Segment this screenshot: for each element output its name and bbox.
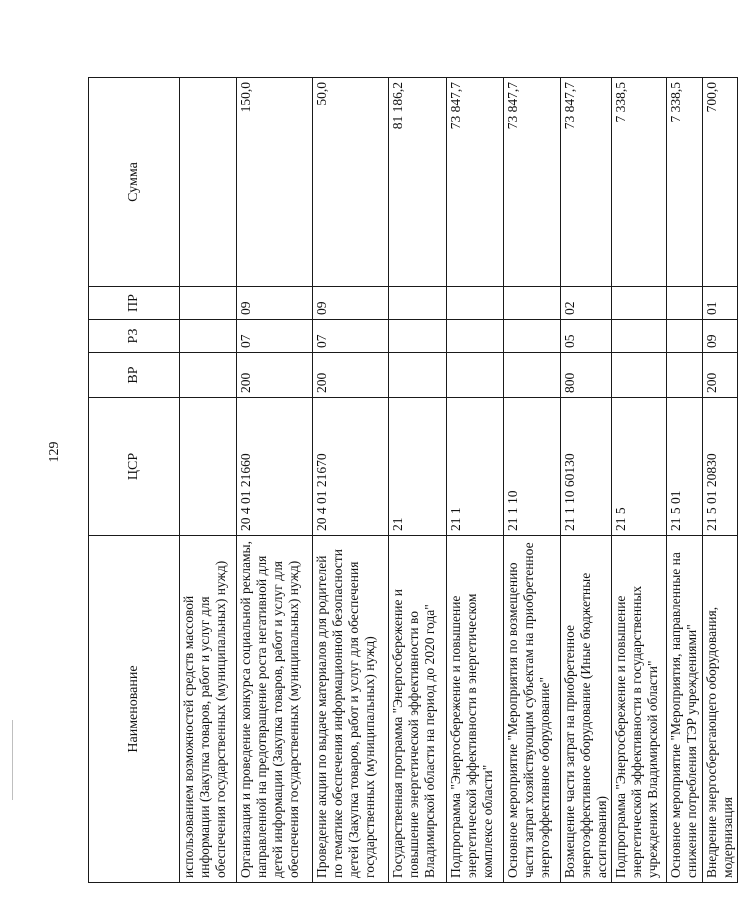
- table-row: [504, 78, 561, 883]
- row-sum: 73 847,7: [504, 78, 561, 287]
- row-csr: 21 5: [612, 398, 667, 536]
- row-name: Подпрограмма "Энергосбережение и повышение энергетической эффективности в государственных учреждениях Владимирской области": [612, 536, 667, 883]
- row-name: Подпрограмма "Энергосбережение и повышение энергетической эффективности в энергетическом комплексе области": [447, 536, 504, 883]
- row-name: использованием возможностей средств массовой информации (Закупка товаров, работ и услуг для обеспечения государственных (муниципальных) нужд): [180, 536, 237, 883]
- row-pr: 09: [313, 287, 389, 320]
- row-rz: [389, 320, 447, 353]
- row-csr: [180, 398, 237, 536]
- row-vr: [180, 353, 237, 398]
- row-name: Возмещение части затрат на приобретенное энергоэффективное оборудование (Иные бюджетные ассигнования): [561, 536, 612, 883]
- row-vr: 200: [313, 353, 389, 398]
- header-sum: Сумма: [89, 78, 180, 287]
- row-csr: 21 5 01 20830: [703, 398, 738, 536]
- row-pr: [447, 287, 504, 320]
- row-pr: 02: [561, 287, 612, 320]
- row-sum: 700,0: [703, 78, 738, 287]
- row-name: Внедрение энергосберегающего оборудования, модернизация: [703, 536, 738, 883]
- row-sum: 50,0: [313, 78, 389, 287]
- row-rz: [447, 320, 504, 353]
- row-rz: [504, 320, 561, 353]
- row-vr: 200: [703, 353, 738, 398]
- row-csr: 20 4 01 21660: [237, 398, 313, 536]
- row-csr: 21: [389, 398, 447, 536]
- row-pr: [667, 287, 703, 320]
- row-rz: 07: [313, 320, 389, 353]
- row-csr: 21 1 10 60130: [561, 398, 612, 536]
- row-sum: 73 847,7: [561, 78, 612, 287]
- table-row: [561, 78, 612, 883]
- row-sum: 73 847,7: [447, 78, 504, 287]
- row-rz: 05: [561, 320, 612, 353]
- row-vr: 200: [237, 353, 313, 398]
- table-row: [389, 78, 447, 883]
- row-rz: [180, 320, 237, 353]
- table-row: [703, 78, 738, 883]
- header-vr: ВР: [89, 353, 180, 398]
- row-name: Основное мероприятие "Мероприятия, направленные на снижение потребления ТЭР учреждениями": [667, 536, 703, 883]
- row-csr: 20 4 01 21670: [313, 398, 389, 536]
- row-sum: 7 338,5: [612, 78, 667, 287]
- row-name: Организация и проведение конкурса социальной рекламы, направленной на предотвращение роста негативной для детей информации (Закупка товаров, работ и услуг для обеспечения государственных (муниципальных) нужд): [237, 536, 313, 883]
- header-rz: РЗ: [89, 320, 180, 353]
- table-row: [447, 78, 504, 883]
- row-pr: 09: [237, 287, 313, 320]
- page-number: 129: [47, 441, 62, 463]
- row-rz: [612, 320, 667, 353]
- row-rz: [667, 320, 703, 353]
- row-csr: 21 5 01: [667, 398, 703, 536]
- row-rz: 07: [237, 320, 313, 353]
- row-sum: [180, 78, 237, 287]
- row-name: Основное мероприятие "Мероприятия по возмещению части затрат хозяйствующим субъектам на приобретенное энергоэффективное оборудование": [504, 536, 561, 883]
- budget-table: [88, 77, 738, 883]
- rotated-page: [88, 78, 735, 883]
- row-sum: 150,0: [237, 78, 313, 287]
- scan-margin-mark: [12, 720, 13, 800]
- row-sum: 81 186,2: [389, 78, 447, 287]
- row-csr: 21 1 10: [504, 398, 561, 536]
- row-name: Проведение акции по выдаче материалов для родителей по тематике обеспечения информационной безопасности детей (Закупка товаров, работ и услуг для обеспечения государственных (муниципальных) нужд): [313, 536, 389, 883]
- header-name: Наименование: [89, 536, 180, 883]
- table-row: [667, 78, 703, 883]
- row-pr: [504, 287, 561, 320]
- row-vr: [389, 353, 447, 398]
- row-pr: [180, 287, 237, 320]
- table-row: [237, 78, 313, 883]
- header-pr: ПР: [89, 287, 180, 320]
- header-row: [89, 78, 180, 883]
- row-vr: [667, 353, 703, 398]
- row-vr: [447, 353, 504, 398]
- row-pr: [612, 287, 667, 320]
- row-csr: 21 1: [447, 398, 504, 536]
- table-row: [612, 78, 667, 883]
- header-csr: ЦСР: [89, 398, 180, 536]
- row-name: Государственная программа "Энергосбережение и повышение энергетической эффективности во Владимирской области на период до 2020 года": [389, 536, 447, 883]
- row-rz: 09: [703, 320, 738, 353]
- table-row: [313, 78, 389, 883]
- row-pr: [389, 287, 447, 320]
- row-vr: [612, 353, 667, 398]
- row-vr: 800: [561, 353, 612, 398]
- row-sum: 7 338,5: [667, 78, 703, 287]
- row-vr: [504, 353, 561, 398]
- row-pr: 01: [703, 287, 738, 320]
- table-row: [180, 78, 237, 883]
